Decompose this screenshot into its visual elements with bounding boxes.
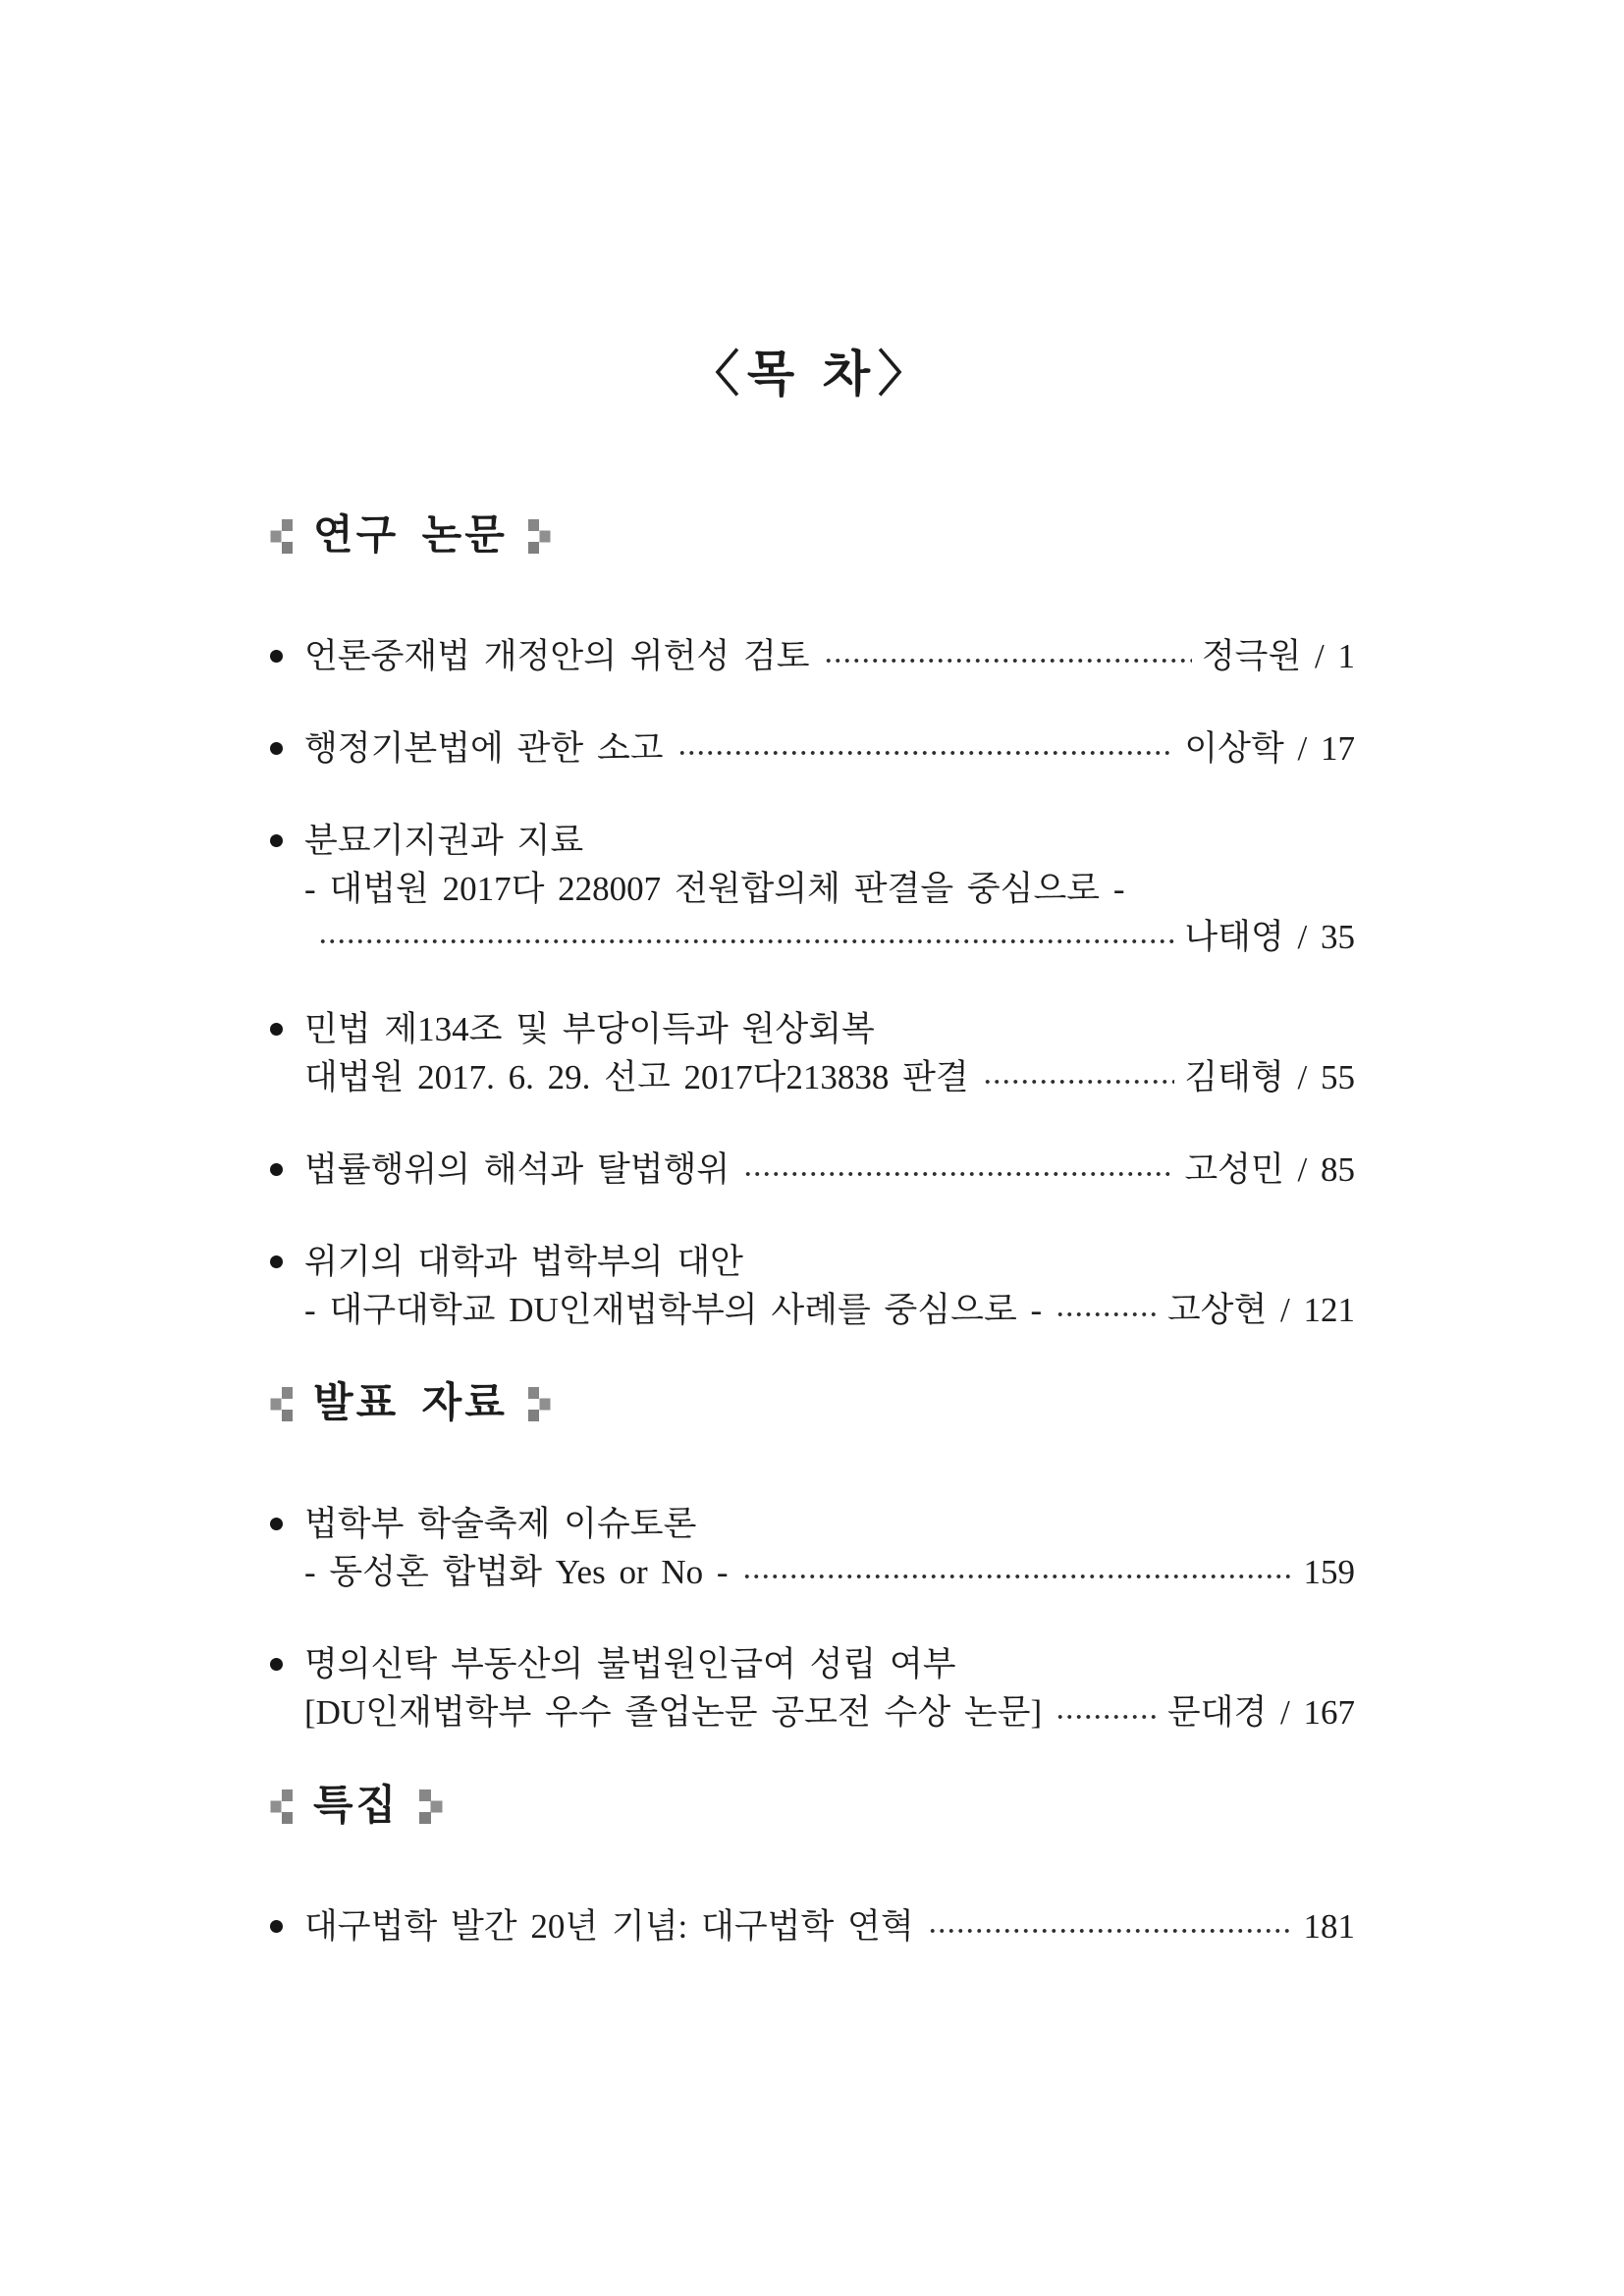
section-marker-left-icon xyxy=(270,1387,293,1420)
entry-title-text: 언론중재법 개정안의 위헌성 검토 xyxy=(304,637,810,675)
dot-leader xyxy=(742,1574,1294,1579)
entry-author-page: 이상학 / 17 xyxy=(1184,729,1355,768)
page-title: 〈목 차〉 xyxy=(689,347,936,401)
entry-title-text: 민법 제134조 및 부당이득과 원상회복 xyxy=(304,1010,875,1048)
bullet-cell xyxy=(270,632,304,663)
entry-title-text: - 대법원 2017다 228007 전원합의체 판결을 중심으로 - xyxy=(304,870,1125,908)
toc-entry-row xyxy=(270,865,1355,913)
dot-leader xyxy=(928,1928,1294,1934)
toc-entry-row xyxy=(270,1053,1355,1101)
toc-entry xyxy=(270,1640,1355,1736)
entry-author-page: 고상현 / 121 xyxy=(1166,1291,1355,1329)
toc-entry-row xyxy=(270,1238,1355,1286)
toc-entry-row xyxy=(270,1005,1355,1053)
entry-title-text: 법학부 학술축제 이슈토론 xyxy=(304,1505,697,1543)
toc-entry-row xyxy=(270,1146,1355,1194)
toc-entry-row xyxy=(270,913,1355,961)
toc-entry xyxy=(270,817,1355,961)
section-entries xyxy=(270,1500,1355,1736)
section-marker-left-icon xyxy=(270,1789,293,1823)
section-heading xyxy=(270,510,1355,561)
bullet-cell xyxy=(270,1500,304,1530)
dot-leader xyxy=(983,1079,1175,1085)
toc-entry xyxy=(270,1238,1355,1334)
bullet-cell xyxy=(270,1902,304,1933)
bullet-cell xyxy=(270,1146,304,1176)
dot-leader xyxy=(318,938,1174,944)
toc-entry-row xyxy=(270,1640,1355,1688)
section-marker-right-icon xyxy=(528,1387,551,1420)
toc-entry-row xyxy=(270,1902,1355,1950)
entry-title-text: [DU인재법학부 우수 졸업논문 공모전 수상 논문] xyxy=(304,1693,1043,1732)
bullet-cell xyxy=(270,1688,304,1719)
dot-leader xyxy=(1056,1714,1158,1720)
entry-title-text: 대법원 2017. 6. 29. 선고 2017다213838 판결 xyxy=(304,1058,969,1096)
toc-entry-row xyxy=(270,1688,1355,1736)
section-entries xyxy=(270,1902,1355,1950)
bullet-cell xyxy=(270,1053,304,1084)
bullet-cell xyxy=(270,1286,304,1316)
entry-author-page: 김태형 / 55 xyxy=(1184,1058,1355,1096)
bullet-icon xyxy=(270,742,283,755)
entry-author-page: 정극원 / 1 xyxy=(1201,637,1355,675)
bullet-cell xyxy=(270,1238,304,1268)
entry-title-text: 위기의 대학과 법학부의 대안 xyxy=(304,1243,743,1281)
section-marker-left-icon xyxy=(270,519,293,553)
bullet-cell xyxy=(270,865,304,895)
bullet-cell xyxy=(270,1548,304,1578)
section-heading xyxy=(270,1781,1355,1832)
entry-title-text: 행정기본법에 관한 소고 xyxy=(304,729,664,768)
entry-author-page: 문대경 / 167 xyxy=(1166,1693,1355,1732)
toc-entry xyxy=(270,1902,1355,1950)
bullet-icon xyxy=(270,1658,283,1671)
toc-entry-row xyxy=(270,817,1355,865)
entry-author-page: 159 xyxy=(1303,1553,1355,1591)
section-heading-text: 발표 자료 xyxy=(313,1381,508,1426)
toc-entry xyxy=(270,632,1355,680)
bullet-cell xyxy=(270,724,304,755)
section-heading-text: 연구 논문 xyxy=(313,513,508,559)
section-entries xyxy=(270,632,1355,1334)
section-marker-right-icon xyxy=(528,519,551,553)
section-heading-text: 특집 xyxy=(313,1784,400,1829)
entry-author-page: 181 xyxy=(1303,1907,1355,1946)
toc-section xyxy=(270,1378,1355,1736)
dot-leader xyxy=(1056,1311,1158,1317)
entry-title-text: - 대구대학교 DU인재법학부의 사례를 중심으로 - xyxy=(304,1291,1043,1329)
entry-author-page: 고성민 / 85 xyxy=(1184,1150,1355,1189)
entry-author-page: 나태영 / 35 xyxy=(1184,918,1355,956)
toc-entry xyxy=(270,1005,1355,1101)
toc-section xyxy=(270,1781,1355,1950)
bullet-icon xyxy=(270,1920,283,1933)
toc-section xyxy=(270,510,1355,1334)
bullet-icon xyxy=(270,1163,283,1176)
bullet-cell xyxy=(270,817,304,847)
toc-entry-row xyxy=(270,632,1355,680)
toc-entry-row xyxy=(270,724,1355,773)
toc-entry xyxy=(270,1146,1355,1194)
entry-title-text: 대구법학 발간 20년 기념: 대구법학 연혁 xyxy=(304,1907,914,1946)
bullet-icon xyxy=(270,834,283,847)
bullet-icon xyxy=(270,1255,283,1268)
bullet-cell xyxy=(270,913,304,943)
dot-leader xyxy=(677,750,1175,756)
entry-title-text: - 동성혼 합법화 Yes or No - xyxy=(304,1553,729,1591)
dot-leader xyxy=(824,658,1192,664)
bullet-icon xyxy=(270,1518,283,1530)
bullet-icon xyxy=(270,1023,283,1036)
toc-entry-row xyxy=(270,1548,1355,1596)
toc-sections xyxy=(270,510,1355,1950)
entry-title-text: 분묘기지권과 지료 xyxy=(304,822,584,860)
toc-entry xyxy=(270,724,1355,773)
toc-entry-row xyxy=(270,1500,1355,1548)
bullet-cell xyxy=(270,1005,304,1036)
section-marker-right-icon xyxy=(419,1789,442,1823)
section-heading xyxy=(270,1378,1355,1429)
bullet-cell xyxy=(270,1640,304,1671)
toc-entry xyxy=(270,1500,1355,1596)
toc-entry-row xyxy=(270,1286,1355,1334)
dot-leader xyxy=(743,1171,1174,1177)
entry-title-text: 명의신탁 부동산의 불법원인급여 성립 여부 xyxy=(304,1645,956,1683)
bullet-icon xyxy=(270,650,283,663)
entry-title-text: 법률행위의 해석과 탈법행위 xyxy=(304,1150,731,1189)
